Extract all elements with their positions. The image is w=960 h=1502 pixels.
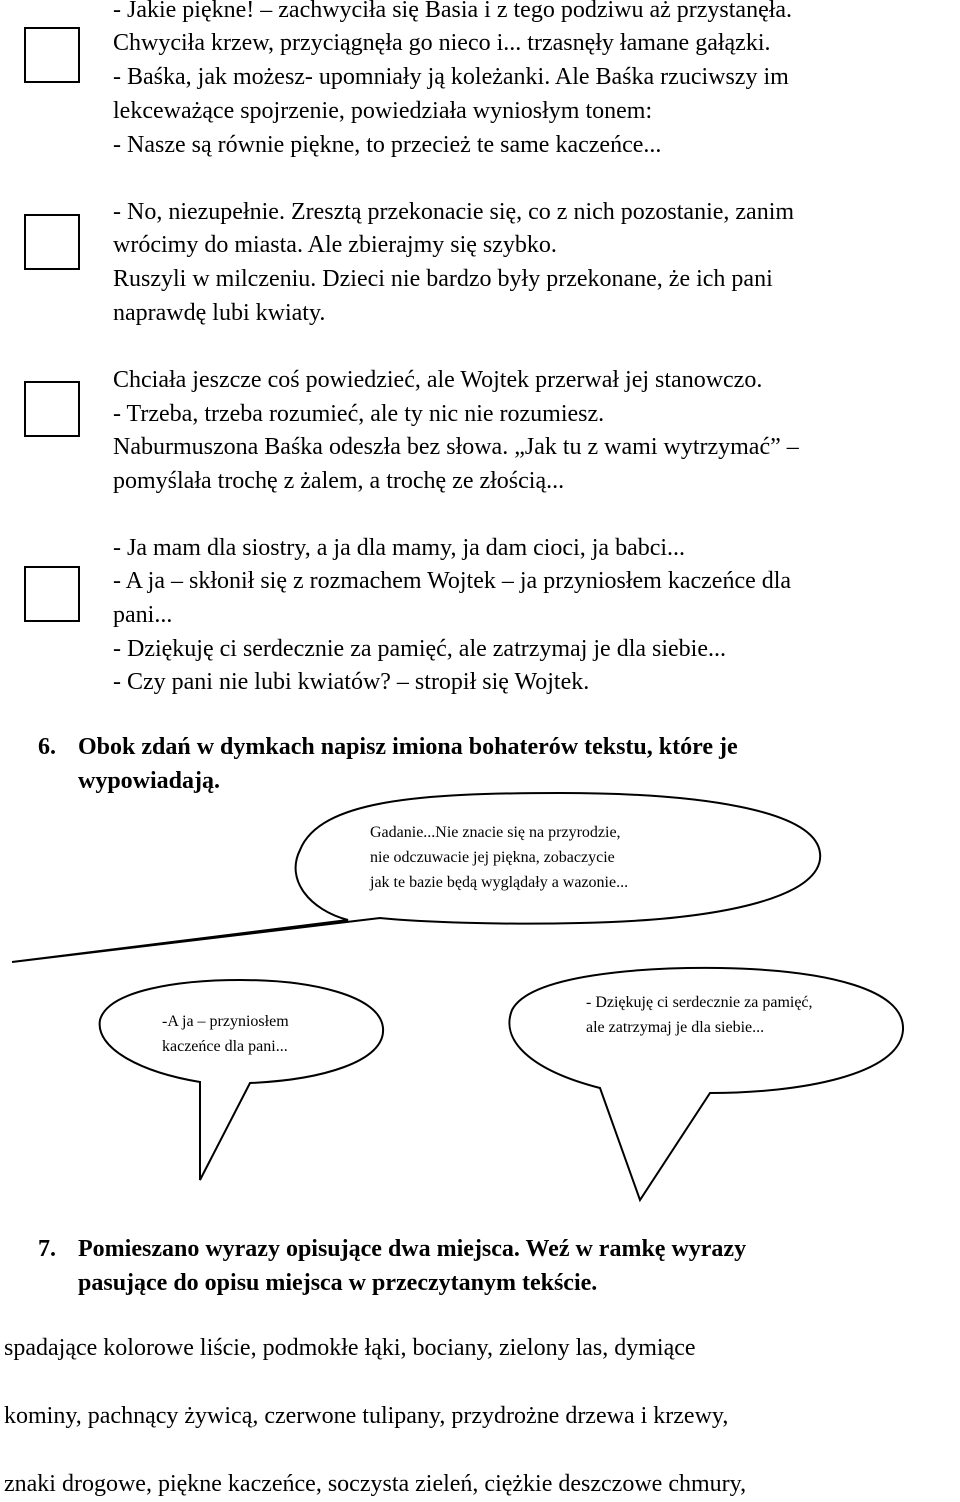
bubble-line: -A ja – przyniosłem (162, 1013, 289, 1030)
task-7-number: 7. (38, 1236, 56, 1262)
word-list-line: spadające kolorowe liście, podmokłe łąki, bociany, zielony las, dymiące (4, 1335, 696, 1361)
task-6-number: 6. (38, 734, 56, 760)
story-line: - No, niezupełnie. Zresztą przekonacie się, co z nich pozostanie, zanim (113, 199, 795, 225)
bubble-line: nie odczuwacie jej piękna, zobaczycie (370, 849, 615, 866)
story-line: pomyślała trochę z żalem, a trochę ze złością... (113, 468, 565, 494)
story-line: - Czy pani nie lubi kwiatów? – stropił się Wojtek. (113, 669, 590, 695)
story-line: Chwyciła krzew, przyciągnęła go nieco i... trzasnęły łamane gałązki. (113, 30, 771, 56)
story-line: - Trzeba, trzeba rozumieć, ale ty nic nie rozumiesz. (113, 401, 605, 427)
word-list-line: kominy, pachnący żywicą, czerwone tulipany, przydrożne drzewa i krzewy, (4, 1403, 729, 1429)
story-line: Naburmuszona Baśka odeszła bez słowa. „Jak tu z wami wytrzymać” – (113, 434, 799, 460)
task-6-line: wypowiadają. (78, 768, 221, 794)
story-line: - Baśka, jak możesz- upomniały ją koleżanki. Ale Baśka rzuciwszy im (113, 64, 789, 90)
task-6-line: Obok zdań w dymkach napisz imiona bohaterów tekstu, które je (78, 734, 738, 760)
story-line: pani... (113, 602, 173, 628)
bubble-line: - Dziękuję ci serdecznie za pamięć, (586, 994, 813, 1011)
story-line: naprawdę lubi kwiaty. (113, 300, 326, 326)
bubble-line: jak te bazie będą wyglądały a wazonie... (370, 874, 629, 891)
bubble-line: kaczeńce dla pani... (162, 1038, 288, 1055)
story-line: - Ja mam dla siostry, a ja dla mamy, ja dam cioci, ja babci... (113, 535, 686, 561)
story-line: wrócimy do miasta. Ale zbierajmy się szybko. (113, 232, 557, 258)
bubble-line: Gadanie...Nie znacie się na przyrodzie, (370, 824, 621, 841)
bubble-line: ale zatrzymaj je dla siebie... (586, 1019, 765, 1036)
story-line: Ruszyli w milczeniu. Dzieci nie bardzo były przekonane, że ich pani (113, 266, 773, 292)
story-line: - A ja – skłonił się z rozmachem Wojtek – ja przyniosłem kaczeńce dla (113, 568, 792, 594)
story-line: - Nasze są równie piękne, to przecież te same kaczeńce... (113, 132, 662, 158)
task-7-line: Pomieszano wyrazy opisujące dwa miejsca. Weź w ramkę wyrazy (78, 1236, 747, 1262)
word-list-line: znaki drogowe, piękne kaczeńce, soczysta zieleń, ciężkie deszczowe chmury, (4, 1471, 747, 1497)
story-line: Chciała jeszcze coś powiedzieć, ale Wojtek przerwał jej stanowczo. (113, 367, 763, 393)
story-line: - Jakie piękne! – zachwyciła się Basia i z tego podziwu aż przystanęła. (113, 0, 793, 23)
story-line: lekceważące spojrzenie, powiedziała wyniosłym tonem: (113, 98, 653, 124)
task-7-line: pasujące do opisu miejsca w przeczytanym tekście. (78, 1270, 598, 1296)
story-line: - Dziękuję ci serdecznie za pamięć, ale zatrzymaj je dla siebie... (113, 636, 726, 662)
